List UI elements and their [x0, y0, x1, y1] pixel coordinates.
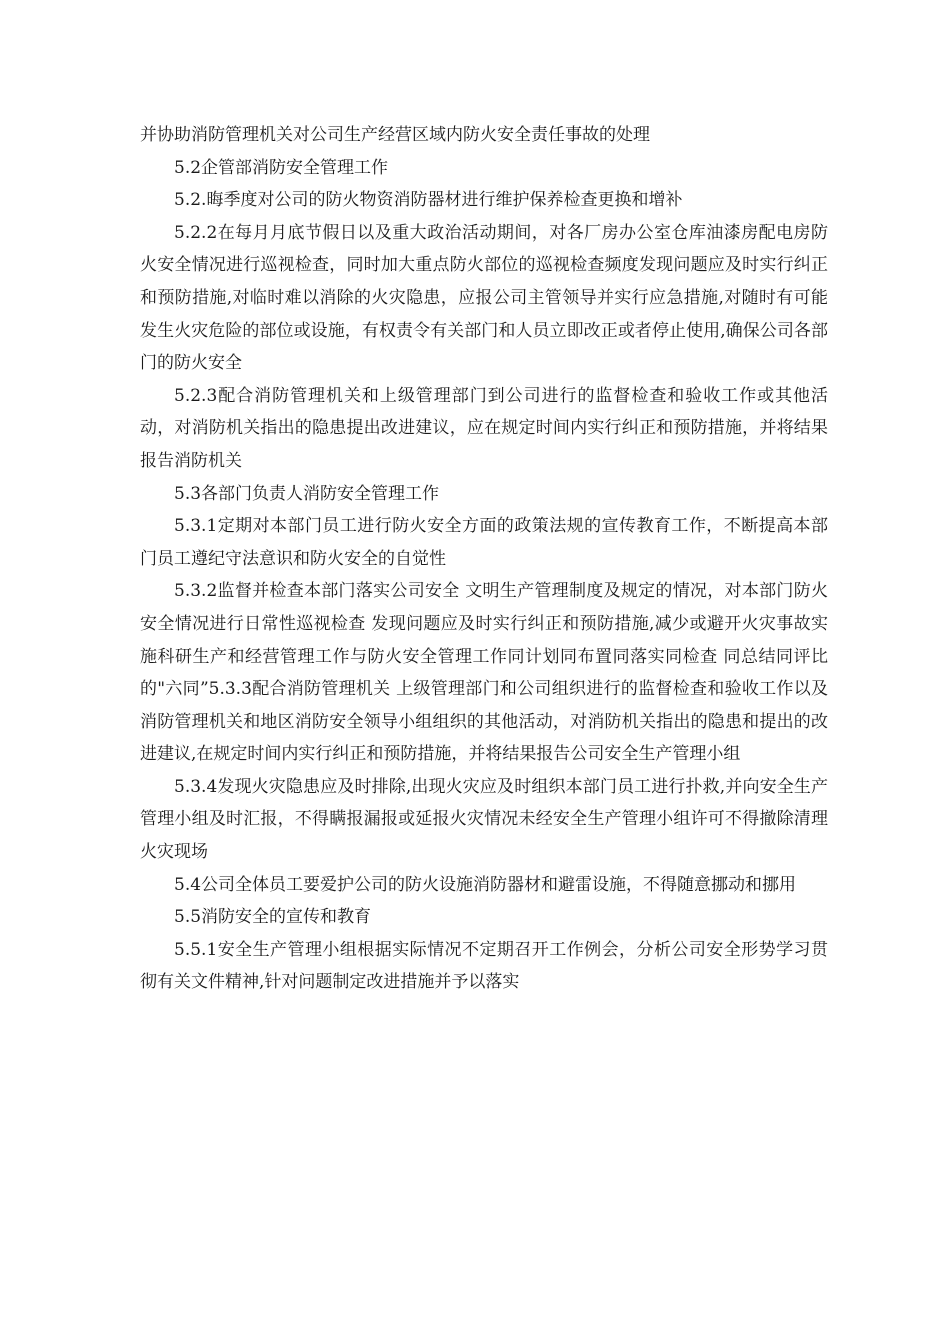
paragraph-5-3-2: 5.3.2监督并检查本部门落实公司安全 文明生产管理制度及规定的情况，对本部门防火安全情况进行日常性巡视检查 发现问题应及时实行纠正和预防措施,减少或避开火灾事故实施科研生产和经营管理工作与防火安全管理工作同计划同布置同落实同检查 同总结同评比的"六同”5.3.3配合消防管理机关 上级管理部门和公司组织进行的监督检查和验收工作以及消防管理机关和地区消防安全领导小组组织的其他活动，对消防机关指出的隐患和提出的改进建议,在规定时间内实行纠正和预防措施，并将结果报告公司安全生产管理小组	[140, 581, 828, 765]
document-body	[140, 119, 828, 999]
section-heading-5-2: 5.2企管部消防安全管理工作	[174, 157, 389, 178]
paragraph-continuation: 并协助消防管理机关对公司生产经营区域内防火安全责任事故的处理	[140, 125, 650, 145]
paragraph-5-5-1: 5.5.1安全生产管理小组根据实际情况不定期召开工作例会，分析公司安全形势学习贯彻有关文件精神,针对问题制定改进措施并予以落实	[140, 939, 828, 993]
paragraph-5-2-3: 5.2.3配合消防管理机关和上级管理部门到公司进行的监督检查和验收工作或其他活动，对消防机关指出的隐患提出改进建议，应在规定时间内实行纠正和预防措施，并将结果报告消防机关	[140, 385, 828, 471]
paragraph-5-3-1: 5.3.1定期对本部门员工进行防火安全方面的政策法规的宣传教育工作，不断提高本部门员工遵纪守法意识和防火安全的自觉性	[140, 516, 828, 569]
section-heading-5-5: 5.5消防安全的宣传和教育	[174, 907, 372, 928]
paragraph-5-2-1: 5.2.晦季度对公司的防火物资消防器材进行维护保养检查更换和增补	[174, 190, 683, 211]
paragraph-5-3-4: 5.3.4发现火灾隐患应及时排除,出现火灾应及时组织本部门员工进行扑救,并向安全生产管理小组及时汇报，不得瞒报漏报或延报火灾情况未经安全生产管理小组许可不得撤除清理火灾现场	[140, 776, 828, 863]
section-heading-5-3: 5.3各部门负责人消防安全管理工作	[174, 483, 440, 504]
paragraph-5-4: 5.4公司全体员工要爱护公司的防火设施消防器材和避雷设施，不得随意挪动和挪用	[174, 874, 797, 895]
paragraph-5-2-2: 5.2.2在每月月底节假日以及重大政治活动期间，对各厂房办公室仓库油漆房配电房防火安全情况进行巡视检查，同时加大重点防火部位的巡视检查频度发现问题应及时实行纠正和预防措施,对临时难以消除的火灾隐患，应报公司主管领导并实行应急措施,对随时有可能发生火灾危险的部位或设施，有权责令有关部门和人员立即改正或者停止使用,确保公司各部门的防火安全	[140, 222, 828, 374]
